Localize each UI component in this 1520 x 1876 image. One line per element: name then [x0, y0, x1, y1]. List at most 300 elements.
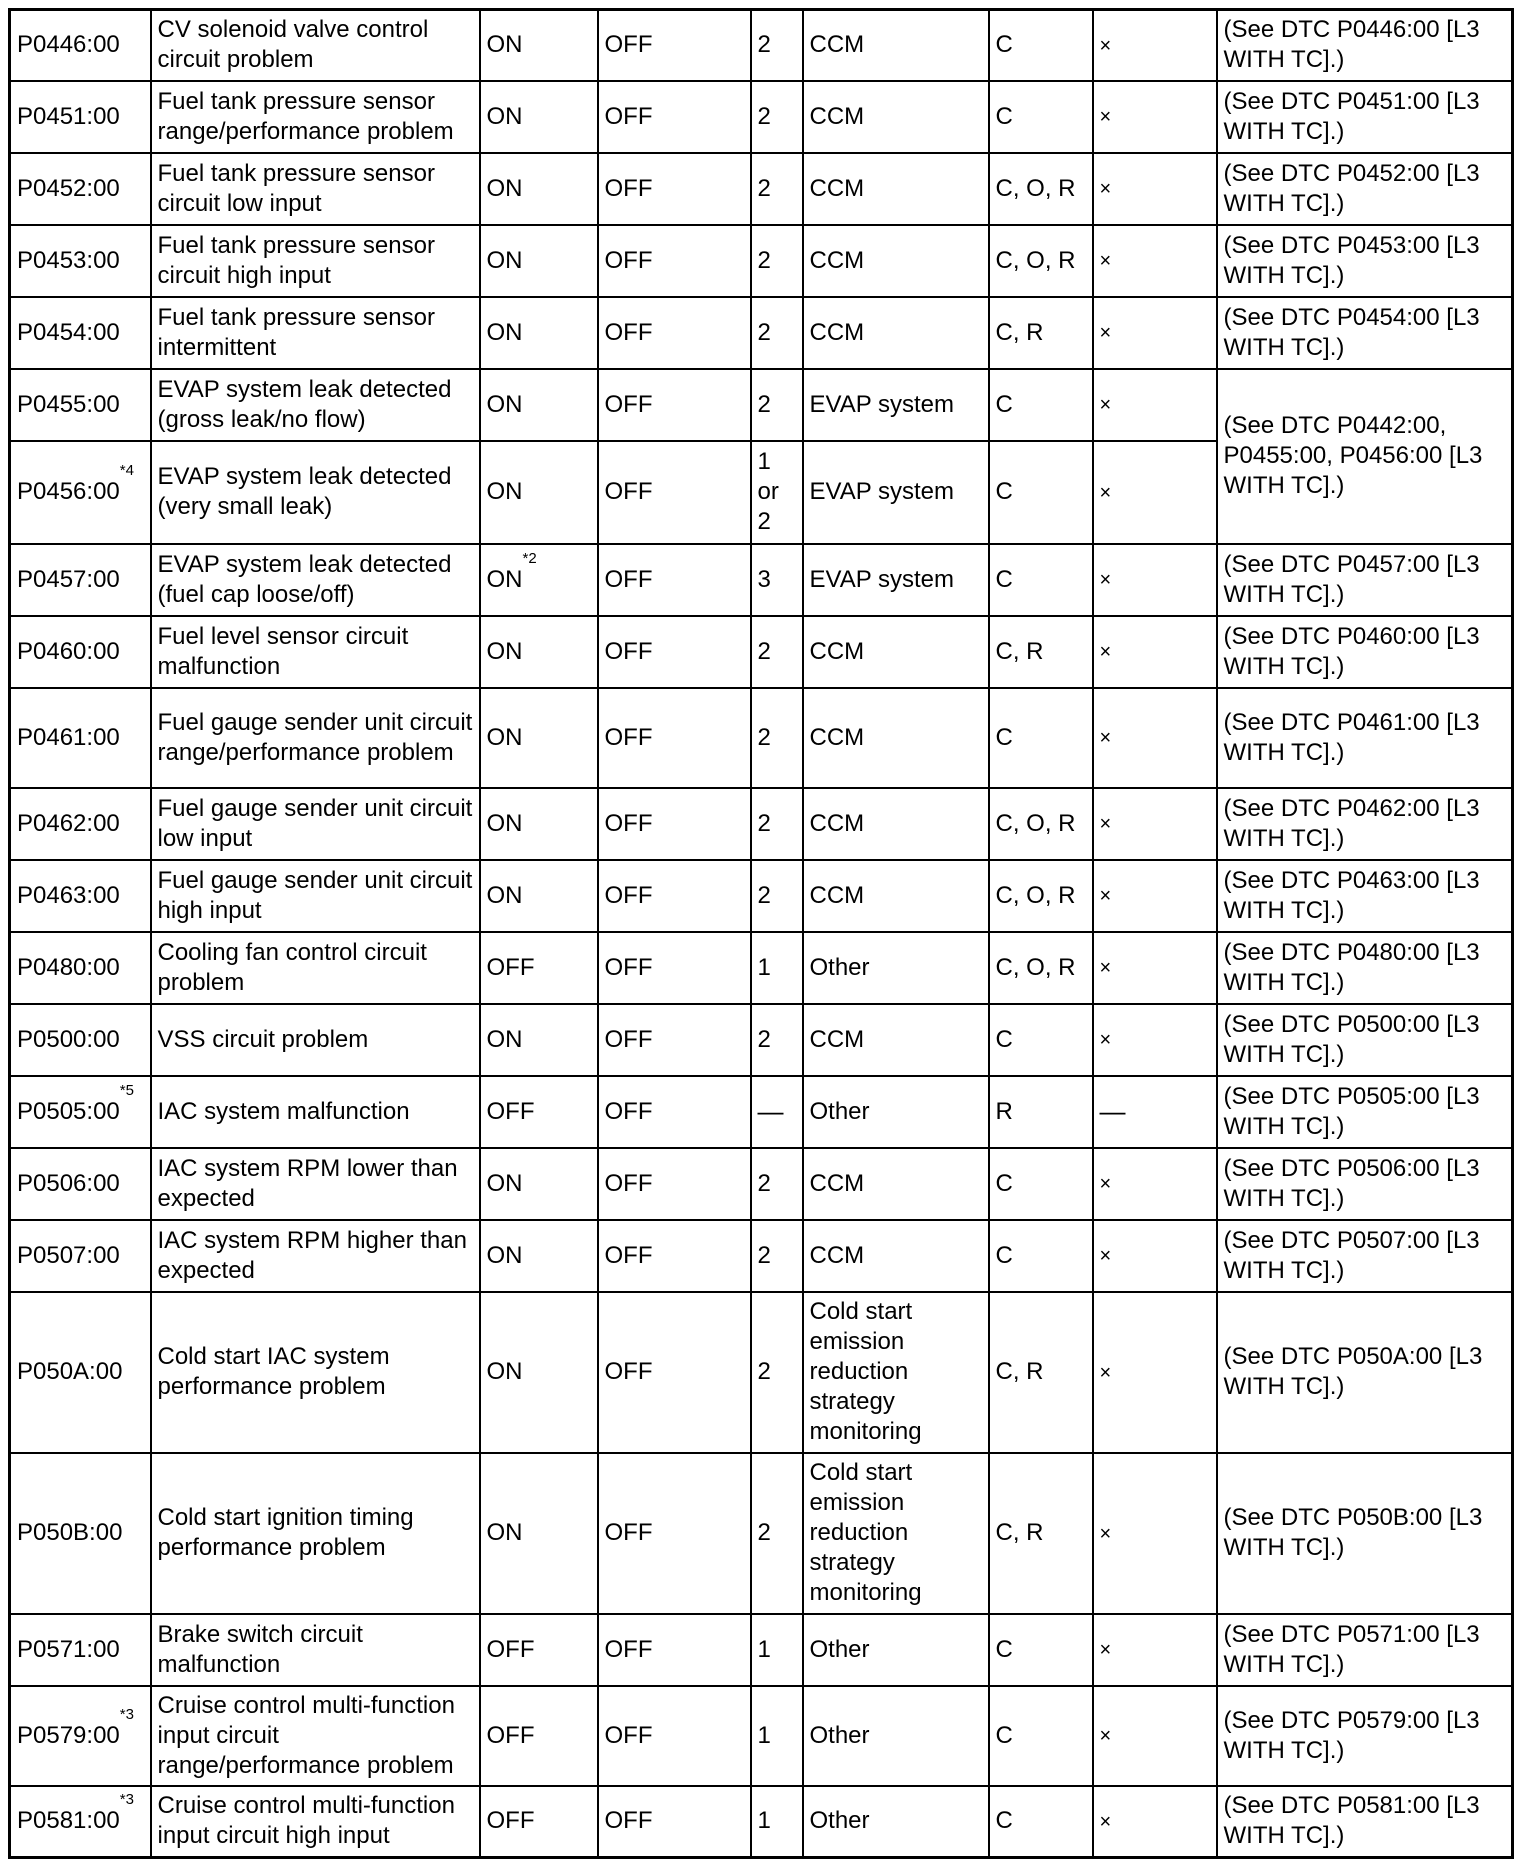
self-malfunction-text: ×	[1099, 1639, 1112, 1661]
generator-light-text: OFF	[604, 318, 653, 346]
dtc-code-text: P0500:00	[17, 1025, 120, 1053]
generator-light-text: OFF	[604, 881, 653, 909]
trip-text: —	[757, 1095, 784, 1126]
trip-text: 1 or 2	[757, 448, 779, 535]
trip-cell	[751, 860, 803, 932]
generator-light-text: OFF	[604, 1519, 653, 1546]
table-row	[10, 1076, 1513, 1148]
table-row	[10, 932, 1513, 1004]
generator-light-cell	[598, 616, 751, 688]
mil-text: OFF	[486, 953, 535, 981]
monitor-item-text: EVAP system	[809, 478, 954, 505]
monitor-item-cell	[803, 1220, 989, 1292]
table-row	[10, 1220, 1513, 1292]
condition-cell	[151, 81, 480, 153]
trip-cell	[751, 1686, 803, 1786]
monitor-item-text: EVAP system	[809, 390, 954, 418]
dtc-code-text: P0505:00	[17, 1097, 120, 1125]
monitor-item-cell	[803, 1292, 989, 1453]
reference-text: (See DTC P0500:00 [L3 WITH TC].)	[1223, 1010, 1480, 1068]
monitor-item-cell	[803, 688, 989, 788]
reference-text: (See DTC P0453:00 [L3 WITH TC].)	[1223, 231, 1480, 289]
monitor-item-text: CCM	[809, 1025, 865, 1053]
monitor-item-text: CCM	[809, 723, 865, 751]
trip-text: 2	[757, 1241, 771, 1269]
dtc-code-cell	[10, 1220, 151, 1292]
condition-cell	[151, 441, 480, 544]
mil-cell	[480, 860, 598, 932]
trip-cell	[751, 688, 803, 788]
dtc-code-cell	[10, 1686, 151, 1786]
reference-text: (See DTC P050A:00 [L3 WITH TC].)	[1223, 1343, 1483, 1400]
generator-light-text: OFF	[604, 637, 653, 665]
dtc-code-cell	[10, 1076, 151, 1148]
generator-light-cell	[598, 1686, 751, 1786]
self-malfunction-cell	[1093, 1004, 1217, 1076]
memory-function-cell	[989, 369, 1093, 441]
mil-text: OFF	[486, 1097, 535, 1125]
table-row	[10, 1686, 1513, 1786]
self-malfunction-cell	[1093, 544, 1217, 616]
monitor-item-text: Other	[809, 953, 870, 981]
monitor-item-text: Other	[809, 1807, 870, 1835]
mil-cell	[480, 225, 598, 297]
self-malfunction-text: ×	[1099, 1725, 1112, 1747]
generator-light-text: OFF	[604, 1721, 653, 1749]
trip-cell	[751, 81, 803, 153]
memory-function-cell	[989, 1614, 1093, 1686]
generator-light-cell	[598, 544, 751, 616]
memory-function-cell	[989, 932, 1093, 1004]
condition-text: Cold start IAC system performance problem	[157, 1343, 390, 1400]
condition-cell	[151, 153, 480, 225]
dtc-code-text: P0454:00	[17, 318, 120, 346]
trip-text: 1	[757, 1721, 771, 1749]
condition-text: Fuel gauge sender unit circuit range/performance problem	[157, 708, 473, 766]
trip-cell	[751, 1220, 803, 1292]
generator-light-cell	[598, 81, 751, 153]
reference-cell	[1217, 1220, 1513, 1292]
monitor-item-text: Cold start emission reduction strategy monitoring	[809, 1298, 922, 1445]
dtc-code-text: P0457:00	[17, 565, 120, 593]
condition-cell	[151, 1453, 480, 1614]
generator-light-text: OFF	[604, 246, 653, 274]
generator-light-text: OFF	[604, 1358, 653, 1385]
memory-function-text: C	[995, 723, 1013, 751]
self-malfunction-cell	[1093, 225, 1217, 297]
memory-function-text: C	[995, 565, 1013, 593]
table-row	[10, 688, 1513, 788]
reference-cell	[1217, 1686, 1513, 1786]
generator-light-text: OFF	[604, 390, 653, 418]
generator-light-text: OFF	[604, 723, 653, 751]
reference-cell	[1217, 1292, 1513, 1453]
memory-function-text: C, O, R	[995, 953, 1076, 981]
mil-text: ON	[486, 390, 523, 418]
mil-text: ON	[486, 1519, 523, 1546]
mil-text: ON	[486, 637, 523, 665]
dtc-code-text: P0461:00	[17, 723, 120, 751]
mil-text: ON	[486, 478, 523, 505]
condition-cell	[151, 616, 480, 688]
dtc-code-text: P0452:00	[17, 174, 120, 202]
reference-cell	[1217, 1004, 1513, 1076]
reference-cell	[1217, 81, 1513, 153]
self-malfunction-cell	[1093, 1686, 1217, 1786]
monitor-item-text: CCM	[809, 881, 865, 909]
self-malfunction-cell	[1093, 788, 1217, 860]
dtc-code-text: P0462:00	[17, 809, 120, 837]
trip-text: 2	[757, 1025, 771, 1053]
self-malfunction-cell	[1093, 1148, 1217, 1220]
generator-light-text: OFF	[604, 478, 653, 505]
self-malfunction-text: ×	[1099, 641, 1112, 663]
reference-text: (See DTC P0452:00 [L3 WITH TC].)	[1223, 159, 1480, 217]
dtc-code-cell	[10, 1786, 151, 1858]
generator-light-cell	[598, 369, 751, 441]
monitor-item-cell	[803, 1786, 989, 1858]
memory-function-cell	[989, 1453, 1093, 1614]
reference-cell	[1217, 860, 1513, 932]
generator-light-cell	[598, 1292, 751, 1453]
dtc-code-text: P0455:00	[17, 390, 120, 418]
trip-cell	[751, 1292, 803, 1453]
mil-text: ON	[486, 31, 523, 59]
condition-cell	[151, 932, 480, 1004]
table-row	[10, 369, 1513, 441]
trip-text: 2	[757, 809, 771, 837]
mil-cell	[480, 932, 598, 1004]
generator-light-cell	[598, 1148, 751, 1220]
reference-text: (See DTC P0446:00 [L3 WITH TC].)	[1223, 16, 1480, 74]
table-row	[10, 1004, 1513, 1076]
trip-text: 2	[757, 637, 771, 665]
self-malfunction-cell	[1093, 81, 1217, 153]
dtc-code-cell	[10, 369, 151, 441]
reference-text: (See DTC P0571:00 [L3 WITH TC].)	[1223, 1620, 1480, 1678]
trip-text: 1	[757, 953, 771, 981]
reference-text: (See DTC P0463:00 [L3 WITH TC].)	[1223, 866, 1480, 924]
memory-function-cell	[989, 788, 1093, 860]
trip-text: 1	[757, 1635, 771, 1663]
monitor-item-text: CCM	[809, 246, 865, 274]
memory-function-text: C	[995, 1241, 1013, 1269]
dtc-code-text: P0456:00	[17, 478, 120, 505]
memory-function-text: C	[995, 102, 1013, 130]
memory-function-text: C	[995, 1025, 1013, 1053]
mil-cell	[480, 81, 598, 153]
reference-cell	[1217, 616, 1513, 688]
dtc-code-cell	[10, 1148, 151, 1220]
table-row	[10, 81, 1513, 153]
table-row	[10, 10, 1513, 81]
reference-cell	[1217, 544, 1513, 616]
generator-light-text: OFF	[604, 174, 653, 202]
monitor-item-cell	[803, 369, 989, 441]
mil-cell	[480, 1148, 598, 1220]
condition-text: EVAP system leak detected (fuel cap loose/off)	[157, 550, 452, 608]
generator-light-text: OFF	[604, 102, 653, 130]
monitor-item-text: CCM	[809, 102, 865, 130]
monitor-item-cell	[803, 616, 989, 688]
dtc-table-body	[10, 10, 1513, 1858]
reference-cell	[1217, 1614, 1513, 1686]
condition-cell	[151, 544, 480, 616]
memory-function-cell	[989, 688, 1093, 788]
table-row	[10, 860, 1513, 932]
monitor-item-cell	[803, 860, 989, 932]
monitor-item-cell	[803, 225, 989, 297]
self-malfunction-text: ×	[1099, 178, 1112, 200]
generator-light-cell	[598, 1614, 751, 1686]
condition-cell	[151, 788, 480, 860]
generator-light-cell	[598, 1453, 751, 1614]
trip-text: 2	[757, 881, 771, 909]
monitor-item-text: CCM	[809, 1241, 865, 1269]
condition-text: Fuel tank pressure sensor circuit high input	[157, 231, 435, 289]
dtc-code-cell	[10, 688, 151, 788]
self-malfunction-text: ×	[1099, 885, 1112, 907]
mil-text: ON	[486, 1169, 523, 1197]
memory-function-text: C, O, R	[995, 174, 1076, 202]
memory-function-cell	[989, 1292, 1093, 1453]
condition-text: Cruise control multi-function input circuit high input	[157, 1792, 455, 1850]
memory-function-cell	[989, 1786, 1093, 1858]
self-malfunction-cell	[1093, 1292, 1217, 1453]
condition-cell	[151, 1786, 480, 1858]
mil-cell	[480, 1220, 598, 1292]
condition-text: Cooling fan control circuit problem	[157, 938, 427, 996]
mil-cell	[480, 369, 598, 441]
reference-text: (See DTC P0457:00 [L3 WITH TC].)	[1223, 550, 1480, 608]
generator-light-cell	[598, 932, 751, 1004]
reference-cell	[1217, 10, 1513, 81]
monitor-item-cell	[803, 1614, 989, 1686]
mil-cell	[480, 1453, 598, 1614]
mil-text: ON	[486, 881, 523, 909]
dtc-code-text: P0571:00	[17, 1635, 120, 1663]
self-malfunction-cell	[1093, 1614, 1217, 1686]
mil-cell	[480, 616, 598, 688]
self-malfunction-cell	[1093, 369, 1217, 441]
monitor-item-text: Other	[809, 1635, 870, 1663]
memory-function-cell	[989, 297, 1093, 369]
self-malfunction-cell	[1093, 932, 1217, 1004]
reference-text: (See DTC P0507:00 [L3 WITH TC].)	[1223, 1226, 1480, 1284]
monitor-item-text: EVAP system	[809, 565, 954, 593]
trip-text: 2	[757, 174, 771, 202]
generator-light-text: OFF	[604, 565, 653, 593]
memory-function-text: C	[995, 390, 1013, 418]
dtc-code-cell	[10, 1292, 151, 1453]
table-row	[10, 1786, 1513, 1858]
dtc-code-cell	[10, 81, 151, 153]
generator-light-cell	[598, 788, 751, 860]
mil-text: ON	[486, 1025, 523, 1053]
self-malfunction-cell	[1093, 1076, 1217, 1148]
condition-text: EVAP system leak detected (very small leak)	[157, 463, 452, 520]
footnote-marker: *5	[119, 1081, 134, 1099]
generator-light-cell	[598, 225, 751, 297]
reference-text: (See DTC P0480:00 [L3 WITH TC].)	[1223, 938, 1480, 996]
memory-function-cell	[989, 1220, 1093, 1292]
memory-function-text: C	[995, 31, 1013, 59]
condition-text: IAC system RPM higher than expected	[157, 1226, 467, 1284]
condition-text: EVAP system leak detected (gross leak/no flow)	[157, 375, 452, 433]
monitor-item-text: CCM	[809, 637, 865, 665]
mil-cell	[480, 10, 598, 81]
memory-function-cell	[989, 1148, 1093, 1220]
trip-cell	[751, 369, 803, 441]
generator-light-text: OFF	[604, 809, 653, 837]
monitor-item-cell	[803, 81, 989, 153]
memory-function-text: C, O, R	[995, 881, 1076, 909]
self-malfunction-text: ×	[1099, 394, 1112, 416]
condition-cell	[151, 10, 480, 81]
monitor-item-cell	[803, 1148, 989, 1220]
mil-cell	[480, 297, 598, 369]
trip-cell	[751, 616, 803, 688]
footnote-marker: *3	[119, 1791, 134, 1809]
trip-cell	[751, 1453, 803, 1614]
dtc-code-text: P0507:00	[17, 1241, 120, 1269]
monitor-item-text: Cold start emission reduction strategy monitoring	[809, 1459, 922, 1606]
monitor-item-cell	[803, 1076, 989, 1148]
memory-function-cell	[989, 616, 1093, 688]
dtc-code-cell	[10, 544, 151, 616]
reference-cell	[1217, 153, 1513, 225]
dtc-code-text: P0453:00	[17, 246, 120, 274]
monitor-item-cell	[803, 932, 989, 1004]
reference-cell	[1217, 225, 1513, 297]
trip-cell	[751, 10, 803, 81]
trip-text: 3	[757, 565, 771, 593]
mil-text: ON	[486, 565, 523, 593]
reference-cell	[1217, 1786, 1513, 1858]
self-malfunction-text: ×	[1099, 34, 1112, 57]
dtc-code-text: P0463:00	[17, 881, 120, 909]
self-malfunction-text: ×	[1099, 957, 1112, 979]
self-malfunction-cell	[1093, 441, 1217, 544]
reference-text: (See DTC P0454:00 [L3 WITH TC].)	[1223, 303, 1480, 361]
mil-cell	[480, 688, 598, 788]
memory-function-text: C, R	[995, 318, 1044, 346]
table-row	[10, 544, 1513, 616]
footnote-marker: *3	[119, 1705, 134, 1723]
generator-light-text: OFF	[604, 953, 653, 981]
condition-cell	[151, 1148, 480, 1220]
monitor-item-text: Other	[809, 1097, 870, 1125]
trip-cell	[751, 225, 803, 297]
condition-cell	[151, 860, 480, 932]
monitor-item-text: CCM	[809, 1169, 865, 1197]
trip-cell	[751, 1614, 803, 1686]
dtc-code-text: P050B:00	[17, 1519, 123, 1546]
self-malfunction-text: ×	[1099, 1029, 1112, 1051]
dtc-code-cell	[10, 932, 151, 1004]
dtc-code-cell	[10, 297, 151, 369]
trip-text: 2	[757, 1169, 771, 1197]
table-row	[10, 1148, 1513, 1220]
trip-cell	[751, 1076, 803, 1148]
memory-function-text: C, R	[995, 637, 1044, 665]
self-malfunction-cell	[1093, 10, 1217, 81]
trip-text: 2	[757, 723, 771, 751]
dtc-code-cell	[10, 10, 151, 81]
reference-cell	[1217, 788, 1513, 860]
condition-text: Cold start ignition timing performance problem	[157, 1504, 414, 1561]
mil-cell	[480, 1614, 598, 1686]
dtc-code-text: P0451:00	[17, 102, 120, 130]
mil-text: ON	[486, 1241, 523, 1269]
trip-cell	[751, 544, 803, 616]
mil-cell	[480, 153, 598, 225]
condition-cell	[151, 1292, 480, 1453]
reference-cell	[1217, 1148, 1513, 1220]
mil-cell	[480, 1786, 598, 1858]
memory-function-text: R	[995, 1097, 1013, 1125]
reference-cell	[1217, 1453, 1513, 1614]
memory-function-cell	[989, 860, 1093, 932]
mil-cell	[480, 1292, 598, 1453]
generator-light-cell	[598, 860, 751, 932]
memory-function-cell	[989, 1686, 1093, 1786]
mil-text: ON	[486, 809, 523, 837]
mil-text: ON	[486, 723, 523, 751]
self-malfunction-cell	[1093, 616, 1217, 688]
reference-cell	[1217, 932, 1513, 1004]
self-malfunction-cell	[1093, 1220, 1217, 1292]
trip-text: 2	[757, 246, 771, 274]
memory-function-text: C, O, R	[995, 809, 1076, 837]
mil-text: ON	[486, 318, 523, 346]
dtc-code-text: P0446:00	[17, 31, 120, 59]
dtc-code-cell	[10, 616, 151, 688]
reference-text: (See DTC P050B:00 [L3 WITH TC].)	[1223, 1504, 1483, 1561]
mil-text: OFF	[486, 1721, 535, 1749]
generator-light-text: OFF	[604, 31, 653, 59]
reference-cell	[1217, 688, 1513, 788]
condition-text: Fuel tank pressure sensor circuit low input	[157, 159, 435, 217]
mil-text: OFF	[486, 1807, 535, 1835]
self-malfunction-text: ×	[1099, 727, 1112, 749]
dtc-code-cell	[10, 788, 151, 860]
monitor-item-text: CCM	[809, 31, 865, 59]
condition-text: Brake switch circuit malfunction	[157, 1620, 363, 1678]
self-malfunction-cell	[1093, 860, 1217, 932]
monitor-item-cell	[803, 544, 989, 616]
trip-cell	[751, 788, 803, 860]
trip-text: 2	[757, 1358, 771, 1385]
generator-light-text: OFF	[604, 1807, 653, 1835]
dtc-code-cell	[10, 225, 151, 297]
dtc-code-text: P0460:00	[17, 637, 120, 665]
generator-light-text: OFF	[604, 1169, 653, 1197]
monitor-item-text: CCM	[809, 174, 865, 202]
condition-text: Fuel tank pressure sensor intermittent	[157, 303, 435, 361]
reference-text: (See DTC P0505:00 [L3 WITH TC].)	[1223, 1082, 1480, 1140]
condition-cell	[151, 1220, 480, 1292]
condition-text: Cruise control multi-function input circuit range/performance problem	[157, 1691, 455, 1779]
memory-function-cell	[989, 153, 1093, 225]
memory-function-cell	[989, 10, 1093, 81]
reference-cell	[1217, 297, 1513, 369]
condition-cell	[151, 1686, 480, 1786]
generator-light-cell	[598, 1220, 751, 1292]
table-row	[10, 1614, 1513, 1686]
trip-text: 2	[757, 31, 771, 59]
self-malfunction-text: ×	[1099, 106, 1112, 128]
